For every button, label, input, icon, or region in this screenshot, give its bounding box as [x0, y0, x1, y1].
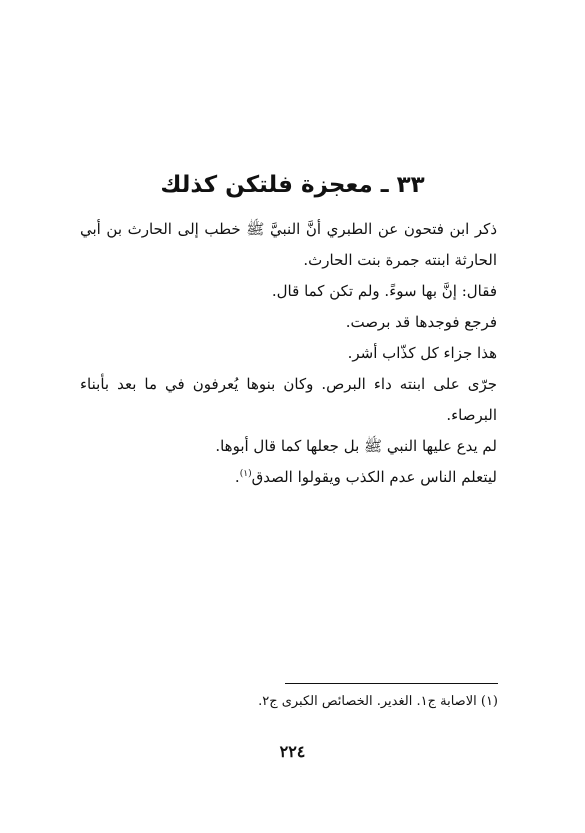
paragraph-4: هذا جزاء كل كذّاب أشر.	[347, 344, 497, 362]
paragraph-7-text: ليتعلم الناس عدم الكذب ويقولوا الصدق	[251, 468, 497, 486]
footnote: (١) الاصابة ج١. الغدير. الخصائص الكبرى ج٢.	[258, 694, 498, 709]
paragraph-5: جرّى على ابنته داء البرص. وكان بنوها يُعرفون في ما بعد بأبناء البرصاء.	[80, 375, 497, 424]
body-text	[80, 214, 497, 493]
footnote-reference: (١)	[239, 469, 252, 479]
paragraph-3: فرجع فوجدها قد برصت.	[345, 313, 497, 331]
page-number: ٢٢٤	[279, 742, 306, 761]
paragraph-7-end: .	[234, 468, 240, 486]
paragraph-1: ذكر ابن فتحون عن الطبري أنَّ النبيَّ ﷺ خطب إلى الحارث بن أبي الحارثة ابنته جمرة بنت الحارث.	[80, 220, 497, 269]
chapter-title: ٣٣ ـ معجزة فلتكن كذلك	[160, 172, 425, 198]
paragraph-6: لم يدع عليها النبي ﷺ بل جعلها كما قال أبوها.	[215, 437, 497, 455]
paragraph-2: فقال: إنَّ بها سوءً. ولم تكن كما قال.	[271, 282, 497, 300]
footnote-divider	[285, 683, 498, 684]
paragraph-7	[80, 462, 497, 493]
